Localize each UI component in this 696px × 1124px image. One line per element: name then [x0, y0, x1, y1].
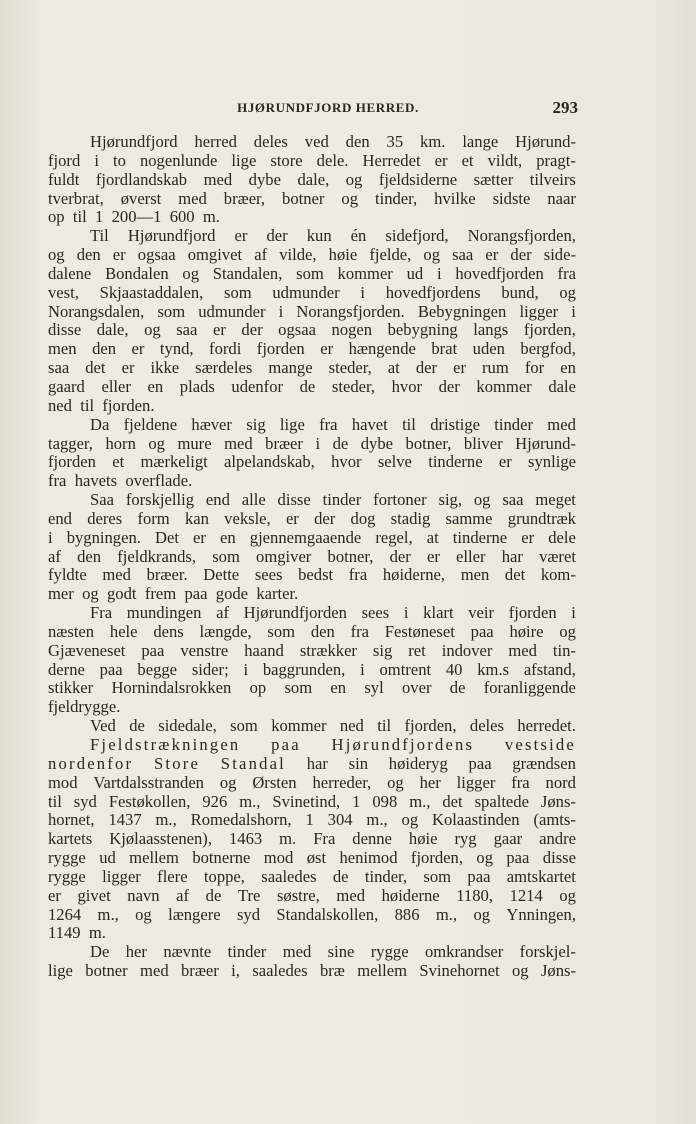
text-line: af den fjeldkrands, som omgiver botner, der er eller har været — [48, 546, 576, 566]
text-line: nordenfor Store Standal har sin høideryg paa grændsen — [48, 753, 576, 773]
text-line: vest, Skjaastaddalen, som udmunder i hovedfjordens bund, og — [48, 282, 576, 302]
text-line: rygge ligger flere toppe, saaledes de tinder, som paa amtskartet — [48, 866, 576, 886]
text-line: Hjørundfjord herred deles ved den 35 km. lange Hjørund- — [90, 132, 576, 151]
text-line: i bygningen. Det er en gjennemgaaende regel, at tinderne er dele — [48, 527, 576, 547]
text-line: Da fjeldene hæver sig lige fra havet til dristige tinder med — [90, 414, 576, 434]
text-line: fjeldrygge. — [48, 697, 121, 717]
text-line: dalene Bondalen og Standalen, som kommer ud i hovedfjorden fra — [48, 263, 576, 283]
text-line: fuldt fjordlandskab med dybe dale, og fjeldsiderne sætter tilveirs — [48, 169, 576, 189]
text-line: Norangsdalen, som udmunder i Norangsfjorden. Bebygningen ligger i — [48, 301, 576, 321]
text-line: derne paa begge sider; i baggrunden, i omtrent 40 km.s afstand, — [48, 659, 576, 679]
text-line: 1264 m., og længere syd Standalskollen, 886 m., og Ynningen, — [48, 904, 576, 924]
text-line: og den er ogsaa omgivet af vilde, høie fjelde, og saa er der side- — [48, 245, 576, 265]
text-line: tverbrat, øverst med bræer, botner og tinder, hvilke sidste naar — [48, 188, 576, 208]
text-line: tagger, horn og mure med bræer i de dybe botner, bliver Hjørund- — [48, 433, 576, 453]
text-line: Ved de sidedale, som kommer ned til fjorden, deles herredet. — [90, 716, 576, 736]
text-line: til syd Festøkollen, 926 m., Svinetind, 1 098 m., det spaltede Jøns- — [48, 791, 576, 811]
text-line: Fra mundingen af Hjørundfjorden sees i klart veir fjorden i — [90, 603, 576, 623]
page-number: 293 — [552, 98, 578, 117]
text-line: De her nævnte tinder med sine rygge omkrandser forskjel- — [90, 942, 576, 962]
text-line: disse dale, og saa er der ogsaa nogen bebygning langs fjorden, — [48, 320, 576, 340]
text-line: lige botner med bræer i, saaledes bræ mellem Svinehornet og Jøns- — [48, 961, 576, 981]
text-line: 1149 m. — [48, 923, 106, 943]
text-line: Saa forskjellig end alle disse tinder fortoner sig, og saa meget — [90, 490, 576, 510]
running-head: HJØRUNDFJORD HERRED. — [237, 100, 419, 115]
text-line: saa det er ikke særdeles mange steder, at der er rum for en — [48, 358, 576, 378]
text-line: end deres form kan veksle, er der dog stadig samme grundtræk — [48, 508, 576, 528]
text-line: fjord i to nogenlunde lige store dele. Herredet er et vildt, pragt- — [48, 150, 576, 170]
text-line: Gjæveneset paa venstre haand strækker sig ret indover med tin- — [48, 640, 576, 660]
text-line: rygge ud mellem botnerne mod øst henimod fjorden, og paa disse — [48, 848, 576, 868]
text-line: men den er tynd, fordi fjorden er hængende brat uden bergfod, — [48, 339, 576, 359]
text-line: fra havets overflade. — [48, 471, 193, 491]
text-line: ned til fjorden. — [48, 395, 155, 415]
text-line: mod Vartdalsstranden og Ørsten herreder, og her ligger fra nord — [48, 772, 576, 792]
text-line: Fjeldstrækningen paa Hjørundfjordens vestside — [90, 735, 576, 754]
text-line: fyldte med bræer. Dette sees bedst fra høiderne, men det kom- — [48, 565, 576, 585]
text-line: op til 1 200—1 600 m. — [48, 207, 220, 227]
body-text — [48, 133, 576, 981]
text-line: gaard eller en plads udenfor de steder, hvor der kommer dale — [48, 376, 576, 396]
text-line: næsten hele dens længde, som den fra Festøneset paa høire og — [48, 621, 576, 641]
text-line: fjorden et mærkeligt alpelandskab, hvor selve tinderne er synlige — [48, 452, 576, 472]
text-line: mer og godt frem paa gode karter. — [48, 584, 299, 604]
text-line: stikker Hornindalsrokken op som en syl over de foranliggende — [48, 678, 576, 698]
text-line: hornet, 1437 m., Romedalshorn, 1 304 m., og Kolaastinden (amts- — [48, 810, 576, 830]
page-header — [48, 100, 578, 120]
text-line: Til Hjørundfjord er der kun én sidefjord, Norangsfjorden, — [90, 226, 576, 246]
text-line: kartets Kjølaasstenen), 1463 m. Fra denne høie ryg gaar andre — [48, 829, 576, 849]
text-line: er givet navn af de Tre søstre, med høiderne 1180, 1214 og — [48, 885, 576, 905]
